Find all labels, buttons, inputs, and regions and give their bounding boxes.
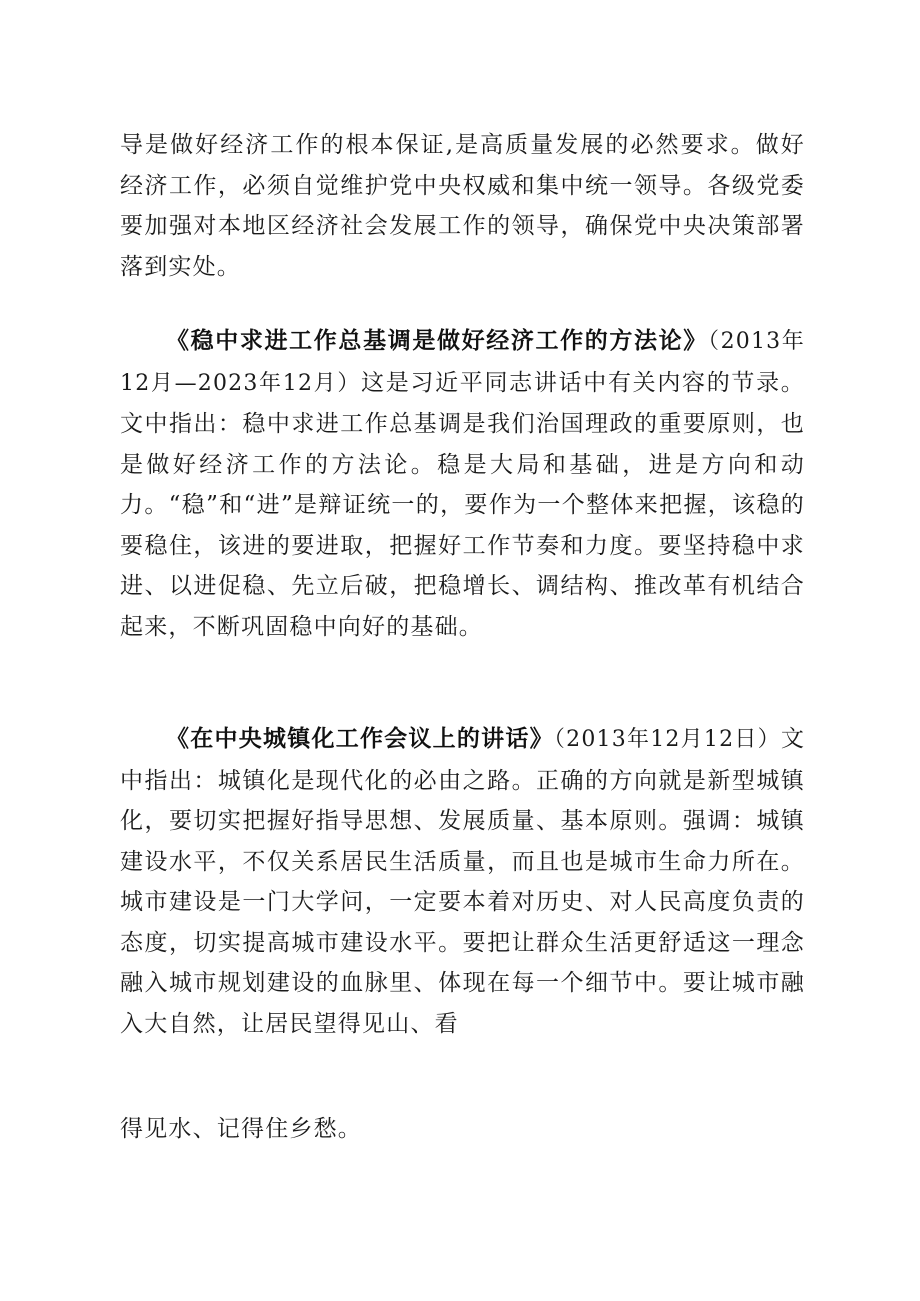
paragraph-economic-leadership: [120, 125, 805, 287]
book-title: 《在中央城镇化工作会议上的讲话》: [166, 726, 554, 752]
date-range: （2013年12月—2023年12月）: [120, 329, 805, 396]
paragraph-text: 得见水、记得住乡愁。: [120, 1116, 362, 1142]
paragraph-text: 导是做好经济工作的根本保证,是高质量发展的必然要求。做好经济工作，必须自觉维护党中央权威和集中统一领导。各级党委要加强对本地区经济社会发展工作的领导，确保党中央决策部署落到实处。: [120, 132, 805, 280]
book-title: 《稳中求进工作总基调是做好经济工作的方法论》: [166, 328, 708, 354]
paragraph-steady-progress: [120, 321, 805, 647]
paragraph-body: 文中指出：城镇化是现代化的必由之路。正确的方向就是新型城镇化，要切实把握好指导思想、发展质量、基本原则。强调：城镇建设水平，不仅关系居民生活质量，而且也是城市生命力所在。城市建设是一门大学问，一定要本着对历史、对人民高度负责的态度，切实提高城市建设水平。要把让群众生活更舒适这一理念融入城市规划建设的血脉里、体现在每一个细节中。要让城市融入大自然，让居民望得见山、看: [120, 726, 806, 1037]
speech-date: （2013年12月12日）: [553, 727, 781, 752]
paragraph-urbanization-speech: [120, 719, 805, 1044]
paragraph-body: 这是习近平同志讲话中有关内容的节录。文中指出：稳中求进工作总基调是我们治国理政的重要原则，也是做好经济工作的方法论。稳是大局和基础，进是方向和动力。“稳”和“进”是辩证统一的，要作为一个整体来把握，该稳的要稳住，该进的要进取，把握好工作节奏和力度。要坚持稳中求进、以进促稳、先立后破，把稳增长、调结构、推改革有机结合起来，不断巩固稳中向好的基础。: [120, 369, 805, 640]
paragraph-continuation: [120, 1109, 805, 1150]
